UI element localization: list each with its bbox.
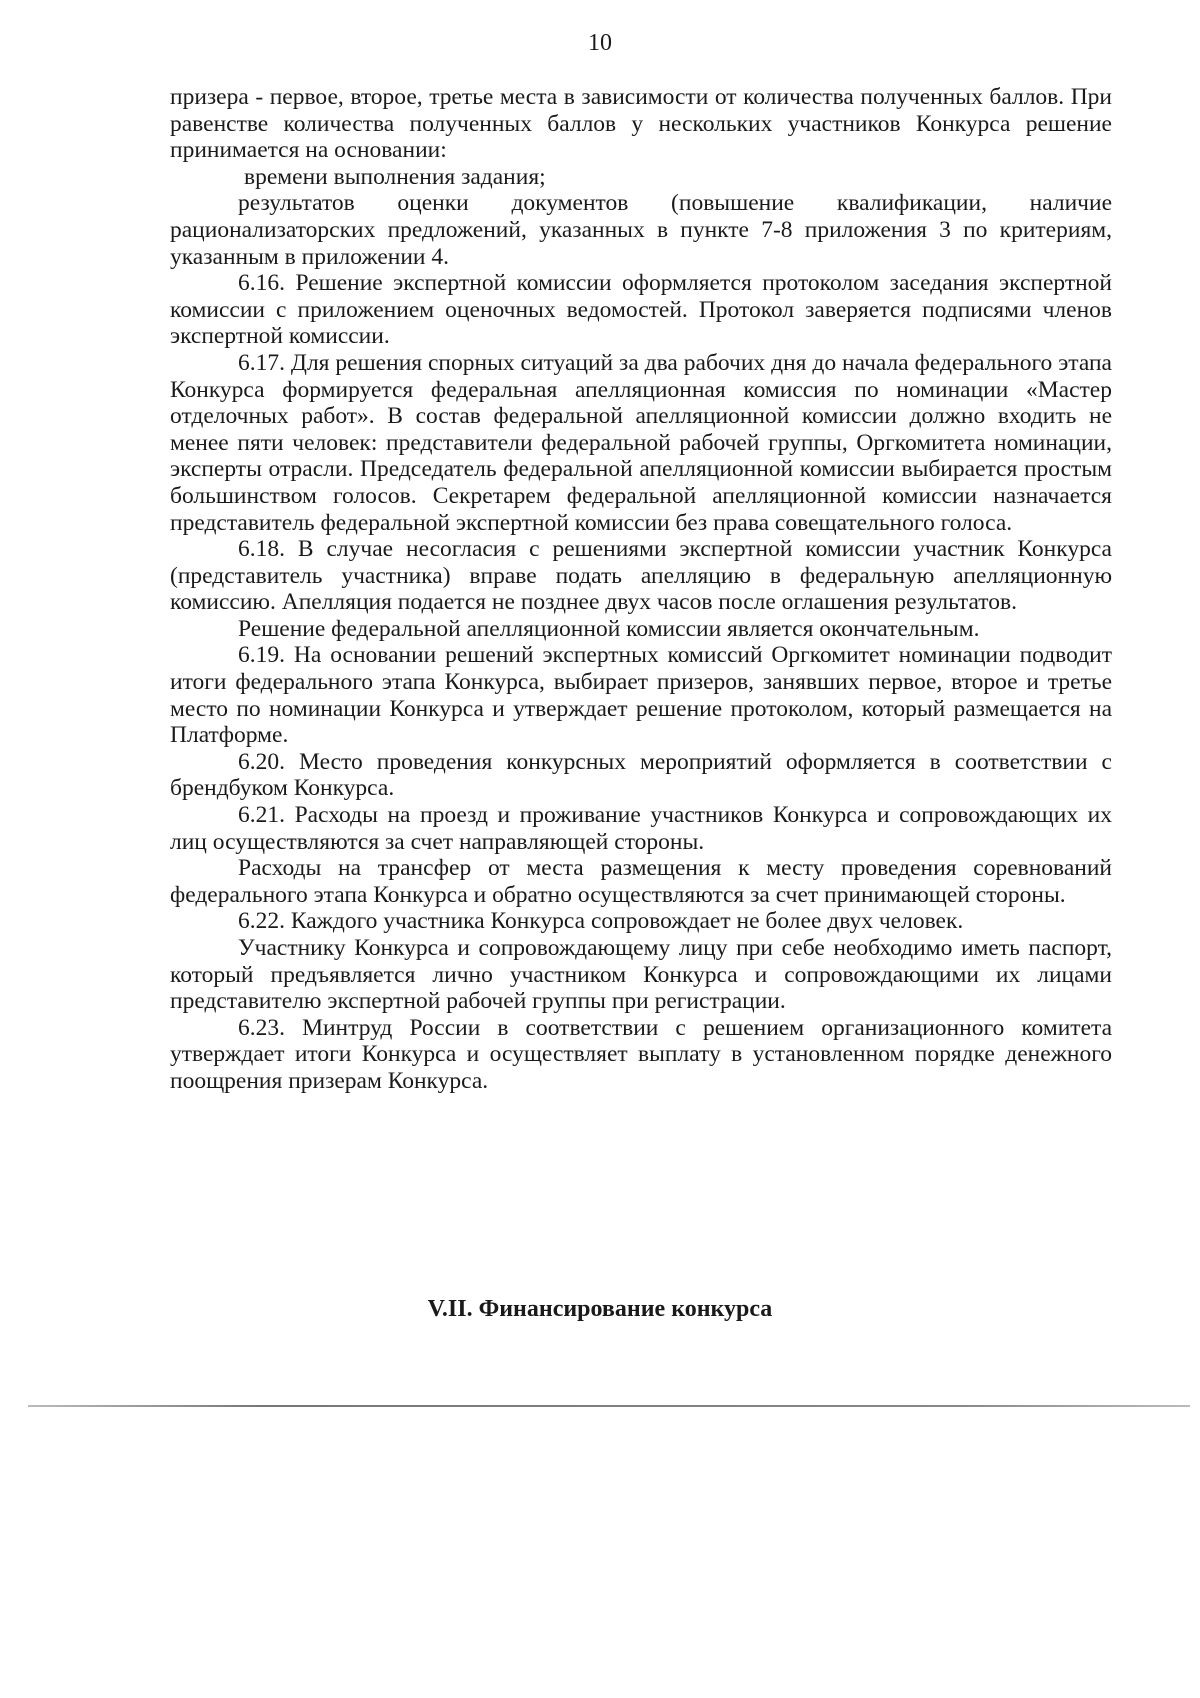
- paragraph-6-18: 6.18. В случае несогласия с решениями экспертной комиссии участник Конкурса (представитель участника) вправе подать апелляцию в федеральную апелляционную комиссию. Апелляция подается не позднее двух часов после оглашения результатов.: [170, 536, 1112, 616]
- paragraph-6-23: 6.23. Минтруд России в соответствии с решением организационного комитета утверждает итоги Конкурса и осуществляет выплату в установленном порядке денежного поощрения призерам Конкурса.: [170, 1014, 1112, 1094]
- paragraph-6-16: 6.16. Решение экспертной комиссии оформляется протоколом заседания экспертной комиссии с приложением оценочных ведомостей. Протокол заверяется подписями членов экспертной комиссии.: [170, 270, 1112, 350]
- paragraph-criterion-time: времени выполнения задания;: [244, 163, 546, 190]
- document-body: [170, 84, 1112, 1095]
- paragraph-transfer-costs: Расходы на трансфер от места размещения к месту проведения соревнований федерального этапа Конкурса и обратно осуществляются за счет принимающей стороны.: [170, 855, 1112, 908]
- paragraph-6-20: 6.20. Место проведения конкурсных мероприятий оформляется в соответствии с брендбуком Конкурса.: [170, 748, 1112, 802]
- page-number: 10: [588, 30, 612, 56]
- paragraph-6-22: 6.22. Каждого участника Конкурса сопровождает не более двух человек.: [238, 908, 964, 935]
- paragraph-6-21: 6.21. Расходы на проезд и проживание участников Конкурса и сопровождающих их лиц осуществляются за счет направляющей стороны.: [170, 802, 1112, 855]
- page-fold-line: [28, 1405, 1190, 1407]
- paragraph-criterion-documents: результатов оценки документов (повышение квалификации, наличие рационализаторских предложений, указанных в пункте 7-8 приложения 3 по критериям, указанным в приложении 4.: [170, 190, 1112, 270]
- paragraph-appeal-final: Решение федеральной апелляционной комиссии является окончательным.: [238, 615, 980, 642]
- paragraph-continuation: призера - первое, второе, третье места в зависимости от количества полученных баллов. При равенстве количества полученных баллов у нескольких участников Конкурса решение принимается на основании:: [170, 84, 1112, 164]
- section-heading: V.II. Финансирование конкурса: [427, 1296, 773, 1322]
- paragraph-6-19: 6.19. На основании решений экспертных комиссий Оргкомитет номинации подводит итоги федерального этапа Конкурса, выбирает призеров, занявших первое, второе и третье место по номинации Конкурса и утверждает решение протоколом, который размещается на Платформе.: [170, 642, 1112, 749]
- paragraph-6-17: 6.17. Для решения спорных ситуаций за два рабочих дня до начала федерального этапа Конкурса формируется федеральная апелляционная комиссия по номинации «Мастер отделочных работ». В состав федеральной апелляционной комиссии должно входить не менее пяти человек: представители федеральной рабочей группы, Оргкомитета номинации, эксперты отрасли. Председатель федеральной апелляционной комиссии выбирается простым большинством голосов. Секретарем федеральной апелляционной комиссии назначается представитель федеральной экспертной комиссии без права совещательного голоса.: [170, 349, 1112, 536]
- paragraph-passport: Участнику Конкурса и сопровождающему лицу при себе необходимо иметь паспорт, который предъявляется лично участником Конкурса и сопровождающими их лицами представителю экспертной рабочей группы при регистрации.: [170, 935, 1112, 1015]
